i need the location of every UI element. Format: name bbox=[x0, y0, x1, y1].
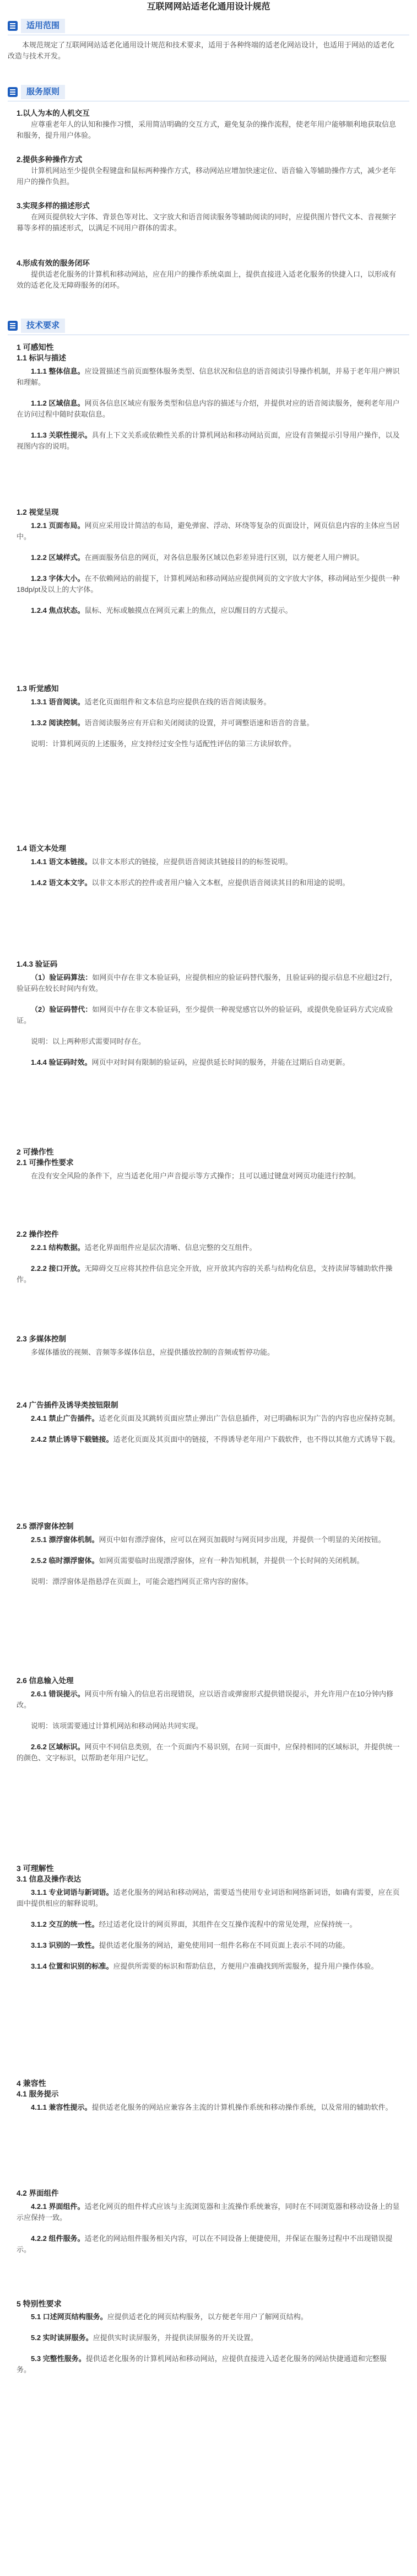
lead: 4.2.1 界面组件。 bbox=[31, 2202, 85, 2211]
paragraph: 网页中对时间有限制的验证码，应提供延长时间的服务，并能在过期后自动更新。 bbox=[91, 1058, 350, 1066]
lead: 3.1.3 识别的一致性。 bbox=[31, 1941, 99, 1949]
principle-item bbox=[17, 201, 400, 234]
lead: 2.5.2 临时漂浮窗体。 bbox=[31, 1556, 99, 1565]
item-title: 4.形成有效的服务闭环 bbox=[17, 259, 90, 267]
paragraph: 计算机网页的上述服务，应支持经过安全性与适配性评估的第三方读屏软件。 bbox=[52, 740, 296, 748]
heading: 4 兼容性 bbox=[17, 2079, 46, 2088]
paragraph: 以非文本形式的链接，应提供语音阅读其链接目的的标签说明。 bbox=[91, 858, 293, 866]
lead: 1.3.2 阅读控制。 bbox=[31, 719, 85, 727]
paragraph: 适老化页面及其页面中的链接，不得诱导老年用户下载软件，也不得以其他方式诱导下载。 bbox=[113, 1435, 400, 1443]
lead: 1.4.4 验证码时效。 bbox=[31, 1058, 92, 1066]
paragraph: 适老化界面组件应是层次清晰、信息完整的交互组件。 bbox=[84, 1243, 257, 1252]
lead: 说明： bbox=[31, 1577, 53, 1586]
subheading: 3.1 信息及操作表达 bbox=[17, 1875, 82, 1883]
list-icon bbox=[8, 21, 18, 31]
paragraph: 以上两种形式需要同时存在。 bbox=[52, 1037, 146, 1046]
paragraph: 如网页需要临时出现漂浮窗体，应有一种告知机制，并提供一个长时间的关闭机制。 bbox=[99, 1556, 364, 1565]
paragraph: 提供适老化服务的计算机网站和移动网站，应提供直接进入适老化服务的网站快捷通道和完整服务。 bbox=[17, 2354, 387, 2374]
paragraph: 经过适老化设计的网页界面，其组件在交互操作流程中的常见处理，应保持统一。 bbox=[99, 1920, 357, 1928]
paragraph: 漂浮窗体是指悬浮在页面上，可能会遮挡网页正常内容的窗体。 bbox=[52, 1577, 253, 1586]
paragraph: 网页应采用设计简洁的布局，避免弹窗、浮动、环绕等复杂的页面设计，网页信息内容的主体应当居中。 bbox=[17, 521, 400, 541]
lead: （2）验证码替代： bbox=[31, 1005, 93, 1014]
paragraph: 应设置描述当前页面整体服务类型、信息状况和信息的语音阅读引导操作机制，并易于老年用户辨识和理解。 bbox=[17, 367, 400, 386]
item-title: 3.实现多样的描述形式 bbox=[17, 202, 90, 210]
subheading: 2.4 广告插件及诱导类按钮限制 bbox=[17, 1401, 118, 1409]
lead: 1.4.1 语文本链接。 bbox=[31, 858, 92, 866]
lead: 1.4.2 语文本文字。 bbox=[31, 879, 92, 887]
subheading: 2.5 漂浮窗体控制 bbox=[17, 1522, 74, 1530]
paragraph: 应提供实时读屏服务，并提供读屏服务的开关设置。 bbox=[93, 2334, 258, 2342]
lead: （1）验证码算法： bbox=[31, 973, 93, 982]
paragraph: 适老化网页的组件样式应该与主流浏览器和主流操作系统兼容，同时在不同浏览器和移动设备上的显示应保持一致。 bbox=[17, 2202, 400, 2222]
heading: 5 特别性要求 bbox=[17, 2299, 62, 2308]
lead: 2.5.1 漂浮窗体机制。 bbox=[31, 1535, 99, 1544]
heading: 2 可操作性 bbox=[17, 1147, 54, 1156]
lead: 1.1.3 关联性提示。 bbox=[31, 431, 92, 439]
lead: 4.1.1 兼容性提示。 bbox=[31, 2103, 92, 2111]
paragraph: 网页各信息区域应有服务类型和信息内容的描述与介绍，并提供对应的语音阅读服务，便利老年用户在访问过程中随时获取信息。 bbox=[17, 399, 400, 418]
lead: 5.3 完整性服务。 bbox=[31, 2354, 86, 2363]
paragraph: 适老化的网站组件服务相关内容，可以在不同设备上便捷使用，并保证在服务过程中不出现错误提示。 bbox=[17, 2234, 393, 2254]
tech-block-2-3 bbox=[17, 1334, 400, 1358]
lead: 2.2.1 结构数据。 bbox=[31, 1243, 85, 1252]
section-title: 技术要求 bbox=[21, 319, 65, 333]
paragraph: 计算机网站至少提供全程键盘和鼠标两种操作方式，移动网站应增加快速定位、语音输入等辅助操作方式，减少老年用户的操作负担。 bbox=[17, 166, 397, 186]
lead: 1.2.3 字体大小。 bbox=[31, 574, 85, 583]
section-header-principles bbox=[0, 83, 417, 101]
lead: 4.2.2 组件服务。 bbox=[31, 2234, 85, 2243]
paragraph: 在没有安全风险的条件下，应当适老化用户声音提示等方式操作；且可以通过键盘对网页功能进行控制。 bbox=[31, 1172, 361, 1180]
subheading: 1.2 视觉呈现 bbox=[17, 508, 59, 516]
paragraph: 网页中如有漂浮窗体，应可以在网页加载时与网页同步出现，并提供一个明显的关闭按钮。 bbox=[99, 1535, 386, 1544]
lead: 3.1.1 专业词语与新词语。 bbox=[31, 1888, 113, 1896]
lead: 说明： bbox=[31, 1037, 53, 1046]
paragraph: 以非文本形式的控件或者用户输入文本框，应提供语音阅读其目的和用途的说明。 bbox=[91, 879, 350, 887]
tech-block-4-2 bbox=[17, 2188, 400, 2255]
lead: 2.4.2 禁止诱导下载链接。 bbox=[31, 1435, 113, 1443]
lead: 2.6.1 错误提示。 bbox=[31, 1690, 85, 1698]
paragraph: 如网页中存在非文本验证码，应提供相应的验证码替代服务，且验证码的提示信息不应超过2行，验证码在较长时间内有效。 bbox=[17, 973, 397, 993]
paragraph: 适老化页面及其跳转页面应禁止弹出广告信息插件，对已明确标识为广告的内容也应保持克制。 bbox=[99, 1414, 400, 1422]
subheading: 2.6 信息输入处理 bbox=[17, 1677, 74, 1685]
subheading: 2.3 多媒体控制 bbox=[17, 1335, 67, 1343]
lead: 3.1.2 交互的统一性。 bbox=[31, 1920, 99, 1928]
subheading: 4.1 服务提示 bbox=[17, 2090, 59, 2098]
principle-item bbox=[17, 108, 400, 141]
paragraph: 在网页提供较大字体、背景色等对比、文字放大和语音阅读服务等辅助阅读的同时，应提供图片替代文本、音视频字幕等多样的描述形式，以满足不同用户群体的需求。 bbox=[17, 213, 397, 232]
paragraph: 鼠标、光标或触摸点在网页元素上的焦点，应以醒目的方式提示。 bbox=[84, 606, 293, 615]
scope-paragraph bbox=[8, 40, 400, 62]
lead: 2.2.2 接口开放。 bbox=[31, 1264, 85, 1273]
principle-item bbox=[17, 258, 400, 291]
paragraph: 具有上下文关系或依赖性关系的计算机网站和移动网站页面，应设有音频提示引导用户操作，以及视图内容的说明。 bbox=[17, 431, 400, 450]
tech-block-2-6 bbox=[17, 1675, 400, 1764]
lead: 3.1.4 位置和识别的标准。 bbox=[31, 1962, 113, 1970]
lead: 1.3.1 语音阅读。 bbox=[31, 698, 85, 706]
tech-block-1-4-3 bbox=[17, 959, 400, 1068]
subheading: 2.1 可操作性要求 bbox=[17, 1158, 74, 1167]
tech-block-1-2 bbox=[17, 507, 400, 616]
document-title: 互联网网站适老化通用设计规范 bbox=[147, 2, 270, 12]
lead: 1.1.1 整体信息。 bbox=[31, 367, 85, 375]
paragraph: 提供适老化服务的网站，避免使用同一组件名称在不同页面上表示不同的功能。 bbox=[99, 1941, 350, 1949]
section-header-scope bbox=[0, 17, 417, 35]
paragraph: 如网页中存在非文本验证码，至少提供一种视觉感官以外的验证码，或提供免验证码方式完成验证。 bbox=[17, 1005, 393, 1025]
tech-block-1-4 bbox=[17, 843, 400, 888]
section-header-technical bbox=[0, 316, 417, 335]
subheading: 1.4.3 验证码 bbox=[17, 960, 58, 968]
paragraph: 本规范规定了互联网网站适老化通用设计规范和技术要求，适用于各种终端的适老化网站设计，也适用于网站的适老化改造与技术开发。 bbox=[8, 41, 395, 60]
paragraph: 网页中所有输入的信息若出现错误，应以语音或弹窗形式提供错误提示，并允许用户在10分钟内修改。 bbox=[17, 1690, 393, 1709]
list-icon bbox=[8, 87, 18, 97]
paragraph: 应尊重老年人的认知和操作习惯，采用简洁明确的交互方式，避免复杂的操作流程，使老年用户能够顺利地获取信息和服务，提升用户体验。 bbox=[17, 120, 397, 139]
principle-item bbox=[17, 154, 400, 187]
lead: 5.2 实时读屏服务。 bbox=[31, 2334, 93, 2342]
paragraph: 适老化服务的网站和移动网站，需要适当使用专业词语和网络新词语，如确有需要，应在页面中提供相应的解释说明。 bbox=[17, 1888, 400, 1907]
subheading: 1.1 标识与描述 bbox=[17, 354, 67, 362]
subheading: 4.2 界面组件 bbox=[17, 2189, 59, 2197]
tech-block-4-1 bbox=[17, 2078, 400, 2113]
paragraph: 该项需要通过计算机网站和移动网站共同实现。 bbox=[52, 1722, 203, 1730]
section-title: 适用范围 bbox=[21, 19, 65, 33]
lead: 2.4.1 禁止广告插件。 bbox=[31, 1414, 99, 1422]
lead: 说明： bbox=[31, 1722, 53, 1730]
paragraph: 网页中不同信息类别，在一个页面内不易识别，在同一页面中，应保持相同的区域标识，并提供统一的颜色、文字标识，以帮助老年用户记忆。 bbox=[17, 1743, 400, 1762]
tech-block-2-1 bbox=[17, 1146, 400, 1182]
lead: 1.1.2 区域信息。 bbox=[31, 399, 85, 407]
paragraph: 应提供适老化的网页结构服务，以方便老年用户了解网页结构。 bbox=[107, 2313, 308, 2321]
list-icon bbox=[8, 321, 18, 331]
item-title: 1.以人为本的人机交互 bbox=[17, 109, 90, 117]
heading: 1 可感知性 bbox=[17, 343, 54, 352]
paragraph: 语音阅读服务应有开启和关闭阅读的设置，并可调整语速和语音的音量。 bbox=[84, 719, 314, 727]
tech-block-2-5 bbox=[17, 1521, 400, 1587]
lead: 1.2.4 焦点状态。 bbox=[31, 606, 85, 615]
paragraph: 在不依赖网站的前提下，计算机网站和移动网站应提供网页的文字放大字体，移动网站至少提供一种18dp/pt及以上的大字体。 bbox=[17, 574, 400, 594]
lead: 2.6.2 区域标识。 bbox=[31, 1743, 85, 1751]
item-title: 2.提供多种操作方式 bbox=[17, 155, 83, 164]
tech-block-5 bbox=[17, 2298, 400, 2375]
paragraph: 应提供所需要的标识和帮助信息，方便用户准确找到所需服务，提升用户操作体验。 bbox=[113, 1962, 378, 1970]
tech-block-3-1 bbox=[17, 1863, 400, 1972]
lead: 5.1 口述网页结构服务。 bbox=[31, 2313, 107, 2321]
subheading: 1.4 语文本处理 bbox=[17, 844, 67, 853]
lead: 说明： bbox=[31, 740, 53, 748]
tech-block-2-4 bbox=[17, 1400, 400, 1445]
paragraph: 提供适老化服务的计算机和移动网站，应在用户的操作系统桌面上，提供直接进入适老化服务的快捷入口，以形成有效的适老化及无障碍服务的闭环。 bbox=[17, 270, 397, 289]
tech-block-1-3 bbox=[17, 683, 400, 750]
tech-block-1-1 bbox=[17, 342, 400, 452]
subheading: 1.3 听觉感知 bbox=[17, 685, 59, 693]
paragraph: 提供适老化服务的网站应兼容各主流的计算机操作系统和移动操作系统，以及常用的辅助软件。 bbox=[91, 2103, 393, 2111]
lead: 1.2.2 区域样式。 bbox=[31, 553, 85, 562]
heading: 3 可理解性 bbox=[17, 1864, 54, 1873]
section-title: 服务原则 bbox=[21, 85, 65, 99]
paragraph: 在画面服务信息的网页，对各信息服务区域以色彩差异进行区别，以方便老人用户辨识。 bbox=[84, 553, 364, 562]
tech-block-2-2 bbox=[17, 1229, 400, 1285]
lead: 1.2.1 页面布局。 bbox=[31, 521, 85, 530]
subheading: 2.2 操作控件 bbox=[17, 1230, 59, 1238]
paragraph: 多媒体播放的视频、音频等多媒体信息，应提供播放控制的音频或暂停功能。 bbox=[31, 1348, 275, 1356]
paragraph: 适老化页面组件和文本信息均应提供在线的语音阅读服务。 bbox=[84, 698, 271, 706]
paragraph: 无障碍交互应将其控件信息完全开放，应开放其内容的关系与结构化信息，支持读屏等辅助软件操作。 bbox=[17, 1264, 393, 1284]
